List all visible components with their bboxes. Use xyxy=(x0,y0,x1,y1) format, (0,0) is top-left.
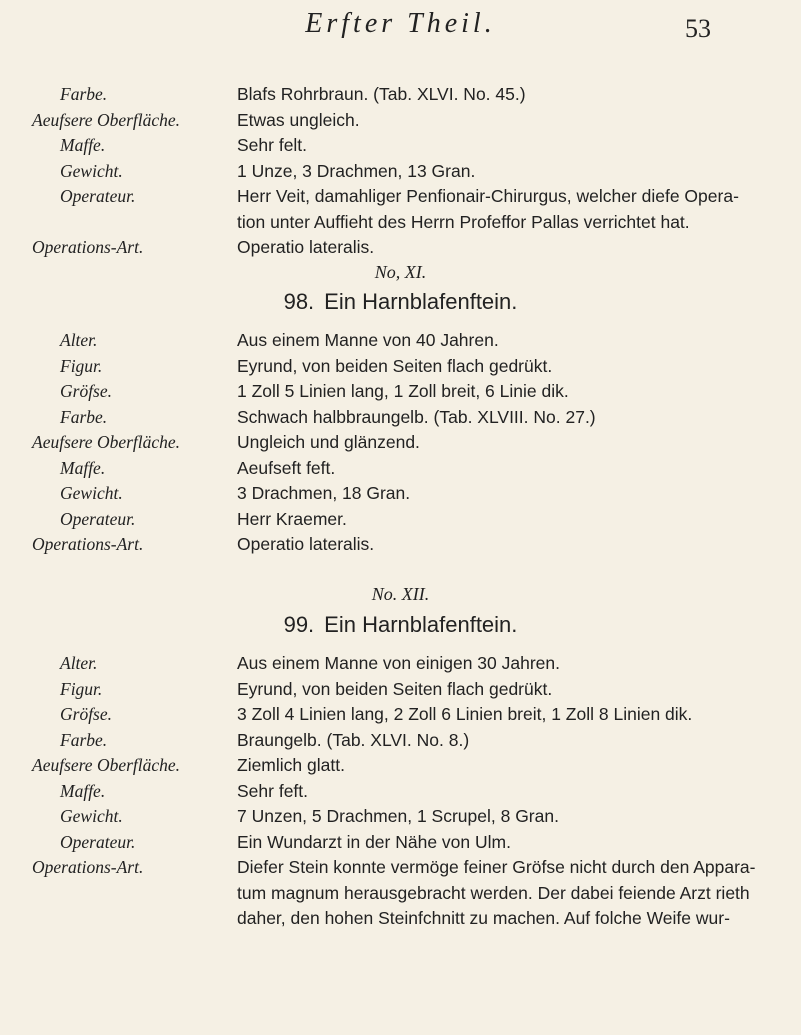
field-label: Figur. xyxy=(60,355,103,376)
field-row xyxy=(0,159,801,185)
section-title xyxy=(0,612,801,638)
field-value: tion unter Auffieht des Herrn Profeffor Pallas verrichtet hat. xyxy=(237,211,690,232)
field-label: Aeufsere Oberfläche. xyxy=(32,432,181,452)
field-row xyxy=(0,881,801,907)
field-value: Ziemlich glatt. xyxy=(237,755,345,775)
field-value: Sehr felt. xyxy=(237,135,308,155)
entry-continued xyxy=(0,82,801,261)
field-label: Operateur. xyxy=(60,831,136,852)
field-label: Operateur. xyxy=(60,508,136,529)
field-row xyxy=(0,507,801,533)
field-row xyxy=(0,354,801,380)
field-label: Gewicht. xyxy=(60,806,123,826)
field-row xyxy=(0,532,801,558)
field-label: Farbe. xyxy=(60,406,108,427)
field-value: Sehr feft. xyxy=(237,780,309,801)
field-label: Figur. xyxy=(60,678,103,699)
field-label: Aeufsere Oberfläche. xyxy=(32,109,181,130)
field-value: Operatio lateralis. xyxy=(237,534,375,554)
field-label: Maffe. xyxy=(60,457,106,478)
field-value: Ungleich und glänzend. xyxy=(237,432,420,452)
field-row xyxy=(0,133,801,159)
field-value: 7 Unzen, 5 Drachmen, 1 Scrupel, 8 Gran. xyxy=(237,806,559,826)
field-label: Gröfse. xyxy=(60,704,113,724)
section-title xyxy=(0,289,801,315)
field-label: Gewicht. xyxy=(60,483,123,503)
field-row xyxy=(0,728,801,754)
field-row xyxy=(0,379,801,405)
field-row xyxy=(0,328,801,354)
item-title: Ein Harnblafenftein. xyxy=(324,289,518,314)
entry-section-11 xyxy=(0,328,801,558)
field-value: Aeufseft feft. xyxy=(237,457,336,478)
section-number: No, XI. xyxy=(374,262,427,282)
field-value: Operatio lateralis. xyxy=(237,237,375,257)
field-row xyxy=(0,184,801,210)
field-label: Operations-Art. xyxy=(32,237,144,257)
field-label: Operateur. xyxy=(60,186,136,206)
field-value: Blafs Rohrbraun. (Tab. XLVI. No. 45.) xyxy=(237,84,526,104)
field-value: Braungelb. (Tab. XLVI. No. 8.) xyxy=(237,729,470,750)
field-label: Operations-Art. xyxy=(32,534,144,554)
running-header: Erfter Theil. xyxy=(305,8,496,39)
item-number: 98. xyxy=(283,289,315,314)
field-label: Aeufsere Oberfläche. xyxy=(32,755,181,775)
item-title: Ein Harnblafenftein. xyxy=(324,612,518,637)
field-value: Diefer Stein konnte vermöge feiner Gröfse nicht durch den Appara- xyxy=(237,857,756,877)
field-row xyxy=(0,702,801,728)
field-value: Herr Veit, damahliger Penfionair-Chirurgus, welcher diefe Opera- xyxy=(237,186,739,206)
field-value: Herr Kraemer. xyxy=(237,508,347,529)
field-row xyxy=(0,804,801,830)
field-label: Operations-Art. xyxy=(32,857,144,877)
field-value: 3 Drachmen, 18 Gran. xyxy=(237,483,411,503)
field-value: daher, den hohen Steinfchnitt zu machen. Auf folche Weife wur- xyxy=(237,908,730,928)
entry-section-12 xyxy=(0,651,801,932)
field-row xyxy=(0,677,801,703)
field-row xyxy=(0,651,801,677)
field-row xyxy=(0,830,801,856)
field-label: Gewicht. xyxy=(60,160,123,181)
field-row xyxy=(0,82,801,108)
field-row xyxy=(0,456,801,482)
field-value: tum magnum herausgebracht werden. Der dabei feiende Arzt rieth xyxy=(237,882,750,903)
field-row xyxy=(0,430,801,456)
section-number: No. XII. xyxy=(371,584,430,604)
field-label: Maffe. xyxy=(60,135,106,155)
field-row xyxy=(0,906,801,932)
field-value: Aus einem Manne von 40 Jahren. xyxy=(237,330,499,350)
field-label: Gröfse. xyxy=(60,381,113,401)
field-value: 3 Zoll 4 Linien lang, 2 Zoll 6 Linien breit, 1 Zoll 8 Linien dik. xyxy=(237,704,693,724)
field-value: 1 Unze, 3 Drachmen, 13 Gran. xyxy=(237,160,476,181)
field-label: Alter. xyxy=(60,653,98,673)
field-row xyxy=(0,753,801,779)
field-row xyxy=(0,235,801,261)
field-label: Maffe. xyxy=(60,780,106,801)
field-label: Farbe. xyxy=(60,84,108,104)
field-row xyxy=(0,481,801,507)
page-number: 53 xyxy=(685,14,711,43)
field-value: 1 Zoll 5 Linien lang, 1 Zoll breit, 6 Linie dik. xyxy=(237,381,569,401)
field-row xyxy=(0,855,801,881)
field-value: Ein Wundarzt in der Nähe von Ulm. xyxy=(237,831,511,852)
field-value: Schwach halbbraungelb. (Tab. XLVIII. No. 27.) xyxy=(237,406,596,427)
field-value: Eyrund, von beiden Seiten flach gedrükt. xyxy=(237,355,553,376)
field-value: Etwas ungleich. xyxy=(237,109,360,130)
field-label: Farbe. xyxy=(60,729,108,750)
field-row xyxy=(0,108,801,134)
field-row xyxy=(0,405,801,431)
field-row xyxy=(0,210,801,236)
field-value: Aus einem Manne von einigen 30 Jahren. xyxy=(237,653,560,673)
field-value: Eyrund, von beiden Seiten flach gedrükt. xyxy=(237,678,553,699)
field-row xyxy=(0,779,801,805)
item-number: 99. xyxy=(283,612,315,637)
field-label: Alter. xyxy=(60,330,98,350)
